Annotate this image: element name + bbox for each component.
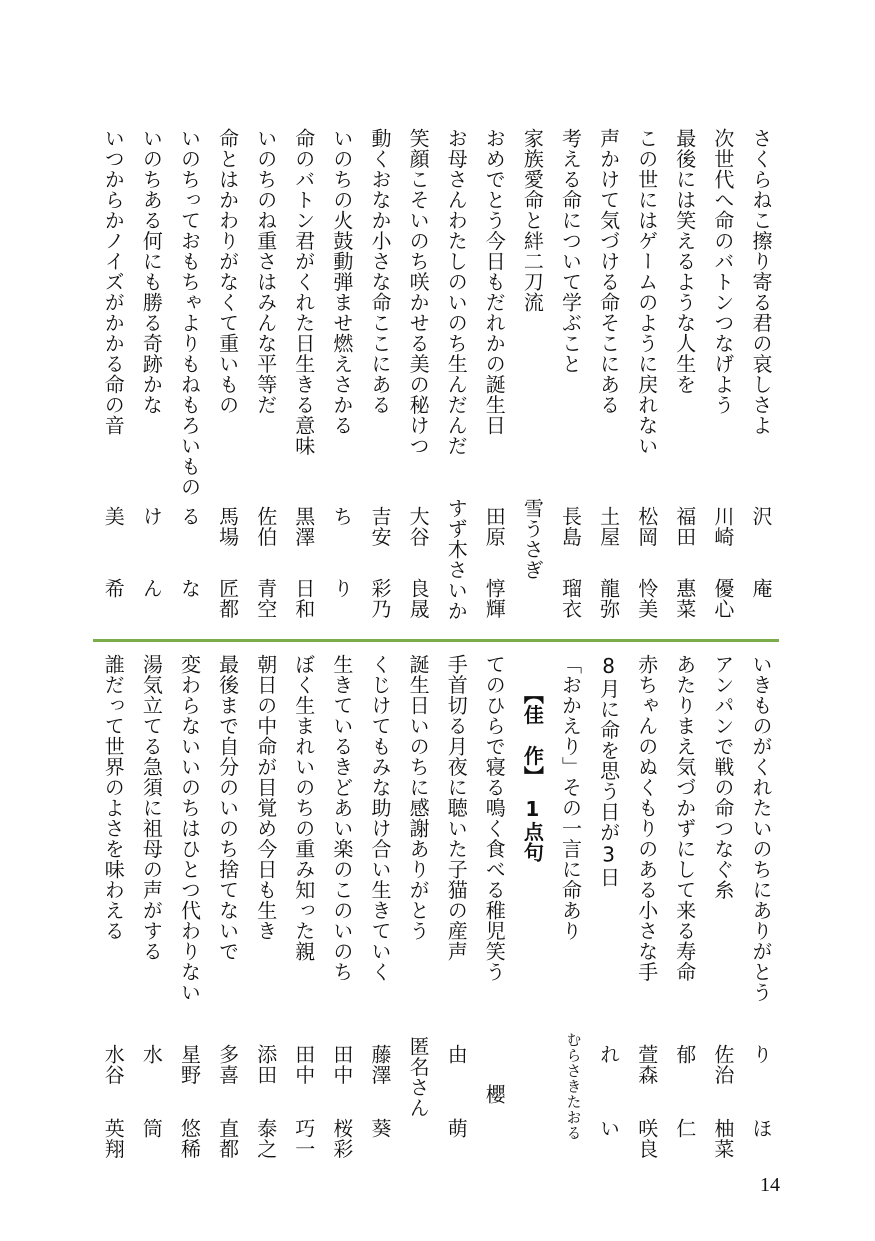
author-surname: 添田 (253, 1044, 278, 1085)
section-divider (93, 639, 779, 642)
author-given-name: い (596, 1118, 621, 1139)
author-surname: ち (329, 506, 354, 527)
author-surname: 沢 (749, 506, 773, 527)
author-given-name: 悠稀 (177, 1118, 202, 1159)
author-given-name: 葵 (368, 1118, 392, 1139)
poem-text: アンパンで戦の命つなぐ糸 (710, 654, 735, 900)
author-name: 匿名さん (406, 1036, 431, 1118)
author-surname: 田中 (291, 1044, 316, 1085)
author-surname: 黒澤 (291, 506, 316, 547)
poem-text: あたりまえ気づかずにして来る寿命 (672, 654, 697, 982)
author-surname: 土屋 (596, 506, 621, 547)
poem-text: 最後には笑えるような人生を (672, 128, 697, 395)
author-surname: 大谷 (406, 506, 431, 547)
author-given-name: 萌 (444, 1118, 469, 1139)
poem-text: 「おかえり」その一言に命あり (558, 654, 583, 941)
poem-text: 朝日の中命が目覚め今日も生き (253, 654, 278, 941)
author-name: 櫻 (482, 1084, 507, 1105)
author-given-name: 庵 (749, 578, 773, 599)
author-given-name: 桜彩 (329, 1118, 354, 1159)
author-name: すず木さいか (444, 498, 469, 621)
author-given-name: 匠都 (215, 578, 240, 619)
author-given-name: 英翔 (101, 1118, 126, 1159)
author-given-name: 咲良 (634, 1118, 659, 1159)
author-surname: 佐伯 (253, 506, 278, 547)
author-given-name: 泰之 (253, 1118, 278, 1159)
author-surname: 星野 (177, 1044, 202, 1085)
author-surname: 田中 (329, 1044, 354, 1085)
poem-text: 命のバトン君がくれた日生きる意味 (291, 128, 316, 456)
poem-text: てのひらで寝る鳴く食べる稚児笑う (482, 654, 507, 982)
author-surname: 多喜 (215, 1044, 240, 1085)
author-surname: 美 (101, 506, 126, 527)
author-name: むらさきたおる (564, 1032, 583, 1141)
poem-text: 誕生日いのちに感謝ありがとう (406, 654, 431, 941)
author-given-name: 良晟 (406, 578, 431, 619)
poem-text: いのちある何にも勝る奇跡かな (139, 128, 164, 415)
poem-text: 生きているきどあい楽のこのいのち (329, 654, 354, 982)
poem-text: 考える命について学ぶこと (558, 128, 583, 374)
author-given-name: 直都 (215, 1118, 240, 1159)
author-surname: り (749, 1044, 773, 1065)
author-surname: 萱森 (634, 1044, 659, 1085)
author-surname: 佐治 (710, 1044, 735, 1085)
author-surname: 吉安 (368, 506, 392, 547)
author-given-name: 仁 (672, 1118, 697, 1139)
author-surname: 馬場 (215, 506, 240, 547)
author-surname: 川崎 (710, 506, 735, 547)
author-name: 雪うさぎ (520, 498, 545, 580)
author-given-name: 柚菜 (710, 1118, 735, 1159)
author-surname: 水谷 (101, 1044, 126, 1085)
poem-text: 最後まで自分のいのち捨てないで (215, 654, 240, 962)
poem-text: 声かけて気づける命そこにある (596, 128, 621, 415)
poem-text: いのちのね重さはみんな平等だ (253, 128, 278, 415)
poem-text: 変わらないいのちはひとつ代わりない (177, 654, 202, 1003)
author-given-name: 日和 (291, 578, 316, 619)
poem-text: いのちっておもちゃよりもねもろいもの (177, 128, 202, 497)
author-given-name: 優心 (710, 578, 735, 619)
author-given-name: ん (139, 578, 164, 599)
author-given-name: 彩乃 (368, 578, 392, 619)
author-surname: け (139, 506, 164, 527)
poem-text: この世にはゲームのように戻れない (634, 128, 659, 456)
poem-text: くじけてもみな助け合い生きていく (368, 654, 392, 982)
poem-text: おめでとう今日もだれかの誕生日 (482, 128, 507, 436)
poem-text: いきものがくれたいのちにありがとう (749, 654, 773, 1003)
author-surname: 藤澤 (368, 1044, 392, 1085)
author-surname: 郁 (672, 1044, 697, 1065)
author-surname: 福田 (672, 506, 697, 547)
poem-text: ぼく生まれいのちの重み知った親 (291, 654, 316, 962)
poem-text: 命とはかわりがなくて重いもの (215, 128, 240, 415)
poem-text: 誰だって世界のよさを味わえる (101, 654, 126, 941)
author-given-name: り (329, 578, 354, 599)
poem-text: いのちの火鼓動弾ませ燃えさかる (329, 128, 354, 436)
poem-text: 8月に命を思う日が3日 (596, 654, 621, 888)
page-number: 14 (760, 1174, 780, 1196)
author-surname: 由 (444, 1044, 469, 1065)
author-given-name: 希 (101, 578, 126, 599)
poem-text: 家族愛命と絆二刀流 (520, 128, 545, 313)
author-given-name: ほ (749, 1118, 773, 1139)
author-given-name: 巧一 (291, 1118, 316, 1159)
poem-text: 赤ちゃんのぬくもりのある小さな手 (634, 654, 659, 982)
author-surname: 長島 (558, 506, 583, 547)
poem-text: さくらねこ擦り寄る君の哀しさよ (749, 128, 773, 436)
award-heading: 【佳 作】 1点句 (520, 684, 545, 863)
author-given-name: 筒 (139, 1118, 164, 1139)
author-surname: 松岡 (634, 506, 659, 547)
poem-text: 湯気立てる急須に祖母の声がする (139, 654, 164, 962)
author-surname: 田原 (482, 506, 507, 547)
author-given-name: 龍弥 (596, 578, 621, 619)
author-given-name: な (177, 578, 202, 599)
poem-text: 次世代へ命のバトンつなげよう (710, 128, 735, 415)
author-given-name: 怜美 (634, 578, 659, 619)
author-given-name: 瑠衣 (558, 578, 583, 619)
author-given-name: 惇輝 (482, 578, 507, 619)
author-given-name: 青空 (253, 578, 278, 619)
poem-text: いつからかノイズがかかる命の音 (101, 128, 126, 436)
author-surname: 水 (139, 1044, 164, 1065)
author-surname: る (177, 506, 202, 527)
poem-text: お母さんわたしのいのち生んだんだ (444, 128, 469, 456)
author-given-name: 惠菜 (672, 578, 697, 619)
poem-text: 笑顔こそいのち咲かせる美の秘けつ (406, 128, 431, 456)
poem-text: 手首切る月夜に聴いた子猫の産声 (444, 654, 469, 962)
poem-text: 動くおなか小さな命ここにある (368, 128, 392, 415)
author-surname: れ (596, 1044, 621, 1065)
